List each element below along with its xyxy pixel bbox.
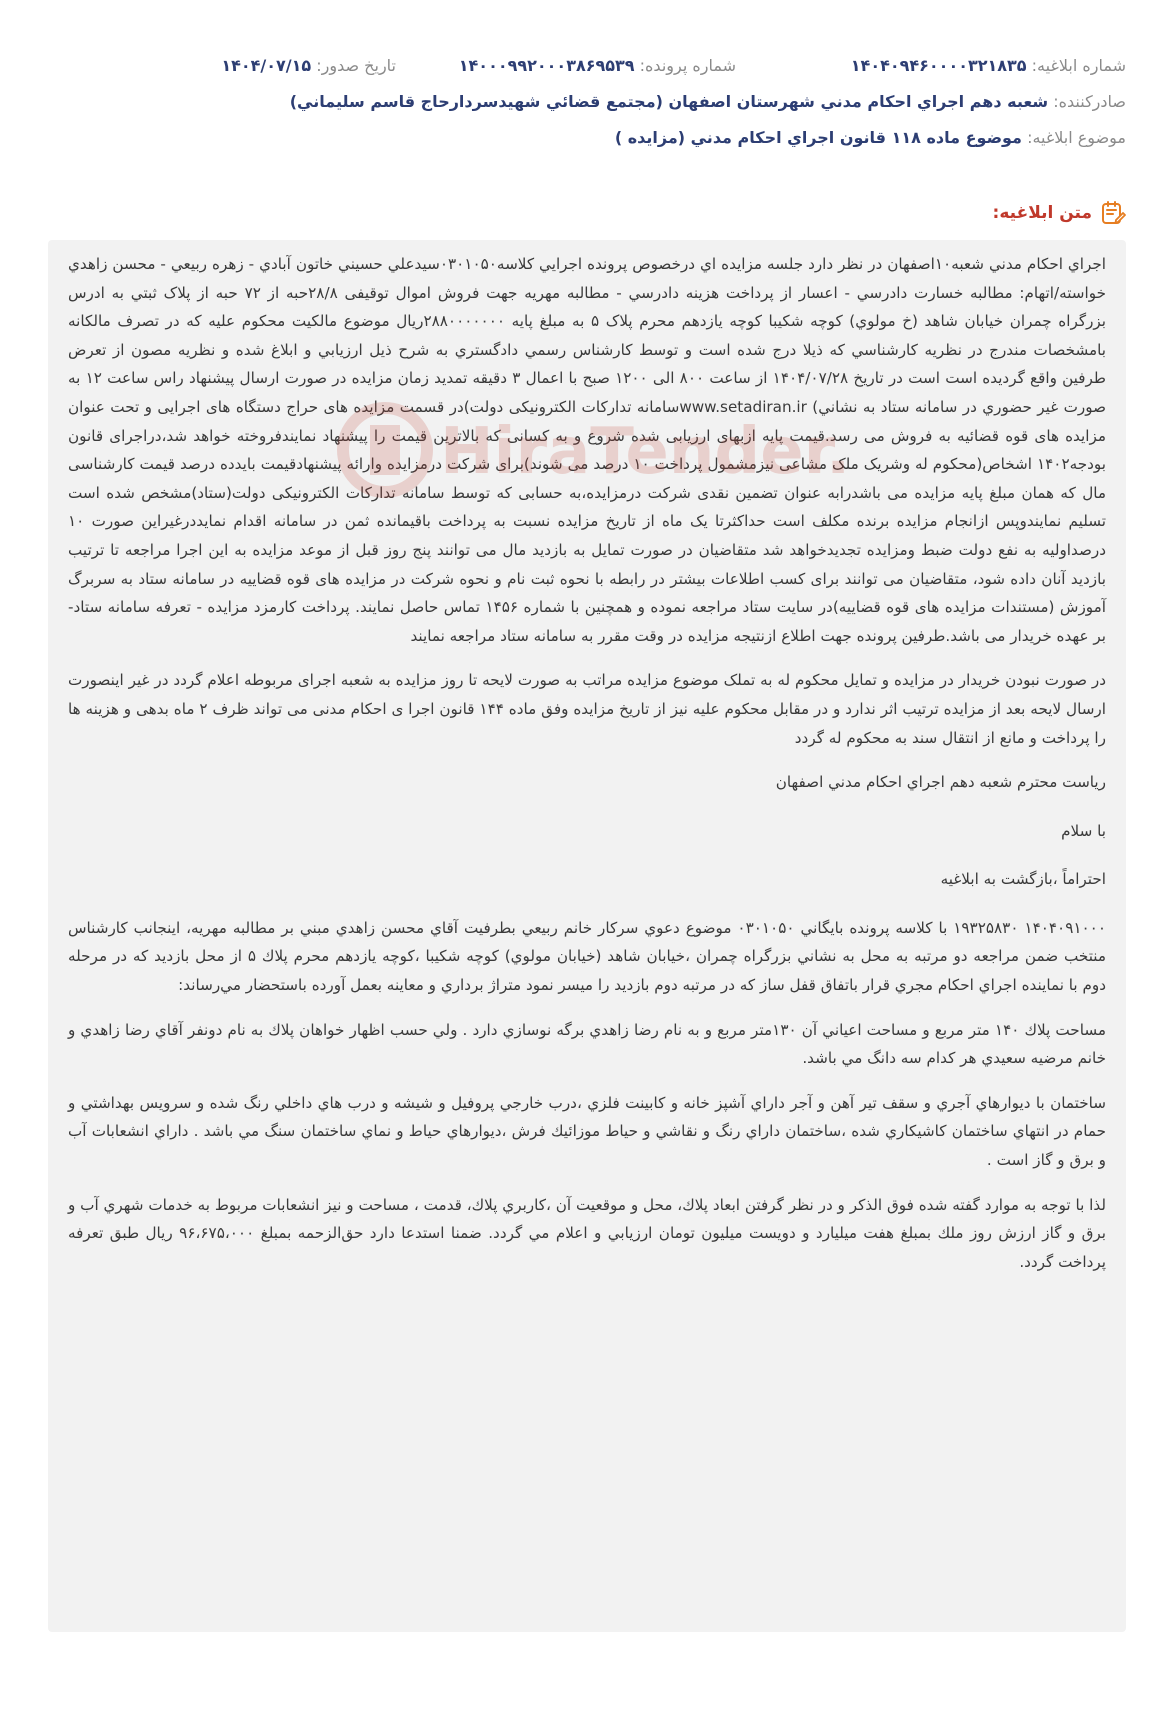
subject-label: موضوع ابلاغیه: [1027, 128, 1126, 147]
buyer-absence-paragraph: در صورت نبودن خریدار در مزایده و تمایل محکوم له به تملک موضوع مزایده مراتب به صورت لایحه تا روز مزایده به شعبه اجرای مربوطه اعلام گردد در غیر اینصورت ارسال لایحه بعد از مزایده ترتیب اثر ندارد و در مقابل محکوم علیه نیز از تاریخ مزایده وفق ماده ۱۴۴ قانون اجرا ی احکام مدنی می تواند ظرف ۲ ماه بدهی و هزینه ها را پرداخت و مانع از انتقال سند به محکوم له گردد [68, 671, 1106, 747]
notice-content [48, 240, 1126, 1632]
greeting-line: با سلام [1061, 821, 1106, 840]
meta-row-numbers [48, 48, 1126, 84]
issue-date-value: ۱۴۰۴/۰۷/۱۵ [221, 56, 312, 75]
issue-date-label: تاریخ صدور: [316, 56, 396, 75]
building-paragraph: ساختمان با ديوارهاي آجري و سقف تير آهن و آجر داراي آشپز خانه و كابينت فلزي ،درب خارجي پروفيل و شيشه و درب هاي داخلي رنگ شده و سرويس بهداشتي و حمام در انتهاي ساختمان كاشيكاري شده ،ساختمان داراي رنگ و نقاشي و حياط موزائيك فرش ،ديوارهاي حياط و نماي ساختمان سنگ مي باشد . داراي انشعابات آب و برق و گاز است . [68, 1093, 1106, 1170]
notice-header [48, 48, 1126, 156]
auction-paragraph: اجراي احكام مدني شعبه۱۰اصفهان در نظر دارد جلسه مزايده اي درخصوص پرونده اجرايي كلاسه۰۳۰۱۰۵۰سیدعلي حسيني خاتون آبادي - زهره ربيعي - محسن زاهدي خواسته/اتهام: مطالبه خسارت دادرسي - اعسار از پرداخت هزينه دادرسي - مطالبه مهريه جهت فروش اموال توقيفی ۲۸/۸حبه از ۷۲ حبه از پلاک ثبتي به ادرس بزرگراه چمران خيابان شاهد (خ مولوي) كوچه شكيبا كوچه يازدهم محرم پلاک ۵ به مبلغ پايه ۲۸۸۰۰۰۰۰۰۰ريال موضوع مالكيت محكوم عليه كه در تصرف مالكانه بامشخصات مندرج در نظريه كارشناسي كه ذيلا درج شده است و توسط كارشناس رسمي دادگستري به شرح ذيل ارزيابي و ابلاغ شده و نظريه مصون از تعرض طرفين واقع گرديده است است در تاريخ ۱۴۰۴/۰۷/۲۸ از ساعت ۸۰۰ الی ۱۲۰۰ صبح با اعمال ۳ دقيقه تمديد زمان مزايده در صورت ارسال پيشنهاد راس ساعت ۱۲ به صورت غير حضوري در سامانه ستاد به نشاني) www.setadiran.irسامانه تداركات الكترونيكی دولت)در قسمت مزايده های حراج دستگاه های اجرايی و تحت عنوان مزايده های قوه قضائيه به فروش می رسد.قيمت پايه ازبهای ارزيابی شده شروع و به كسانی كه بالاترين قيمت را پيشنهاد نمايندفروخته خواهد شد،دراجرای قانون بودجه۱۴۰۲ اشخاص(محكوم له وشريک ملک مشاعی نيزمشمول پرداخت ۱۰ درصد می شوند)برای شركت درمزايده وارائه پيشنهادقيمت بايدده درصد قيمت كارشناسی مال كه همان مبلغ پايه مزايده می باشدرابه عنوان تضمين نقدی شركت درمزايده،به حسابی كه توسط سامانه تداركات الكترونيكی دولت(ستاد)مشخص شده است تسليم نمايندوپس ازانجام مزايده برنده مكلف است حداكثرتا يک ماه از تاريخ مزايده نسبت به پرداخت باقيمانده ثمن در سامانه اقدام نمايددرغيراين صورت ۱۰ درصداوليه به نفع دولت ضبط ومزايده تجديدخواهد شد متقاضيان در صورت تمايل به بازديد مال می توانند پنج روز قبل از موعد مزايده به اين اجرا مراجعه تا ترتيب بازديد آنان داده شود، متقاضيان می توانند برای كسب اطلاعات بيشتر در رابطه با نحوه ثبت نام و نحوه شركت در مزايده های قوه قضاييه در سامانه ستاد به سربرگ آموزش (مستندات مزايده های قوه قضاييه)در سايت ستاد مراجعه نموده و همچنين با شماره ۱۴۵۶ تماس حاصل نمايند. پرداخت كارمزد مزايده - تعرفه سامانه ستاد- بر عهده خريدار می باشد.طرفين پرونده جهت اطلاع ازنتيجه مزايده در وقت مقرر به سامانه ستاد مراجعه نمايند [68, 255, 1107, 645]
notice-number-label: شماره ابلاغیه: [1031, 56, 1126, 75]
reference-line: احتراماً ،بازگشت به ابلاغيه [940, 870, 1106, 889]
case-number [459, 48, 736, 84]
meta-row-issuer [48, 84, 1126, 120]
subject-value: موضوع ماده ۱۱۸ قانون اجراي احکام مدني (مزايده ) [614, 128, 1022, 147]
issue-date [221, 48, 396, 84]
document-edit-icon [1100, 200, 1126, 226]
valuation-paragraph: لذا با توجه به موارد گفته شده فوق الذكر و در نظر گرفتن ابعاد پلاك، محل و موقعيت آن ،كاربري پلاك، قدمت ، مساحت و نيز انشعابات مربوط به خدمات شهري آب و برق و گاز ارزش روز ملك بمبلغ هفت ميليارد و دويست ميليون تومان ارزيابي و اعلام مي گردد. ضمنا استدعا دارد حق‌الزحمه بمبلغ ۹۶،۶۷۵،۰۰۰ ريال طبق تعرفه پرداخت گردد. [68, 1195, 1106, 1271]
issuer-label: صادرکننده: [1053, 92, 1126, 111]
meta-row-subject [48, 120, 1126, 156]
area-paragraph: مساحت پلاك ۱۴۰ متر مربع و مساحت اعياني آن ۱۳۰متر مربع و به نام رضا زاهدي برگه نوسازي دارد . ولي حسب اظهار خواهان پلاك به نام دونفر آقاي رضا زاهدي و خانم مرضيه سعيدي هر كدام سه دانگ مي باشد. [68, 1020, 1107, 1068]
expert-visit-paragraph: ۱۴۰۴۰۹۱۰۰۰ ۱۹۳۲۵۸۳۰ با كلاسه پرونده بايگاني ۰۳۰۱۰۵۰ موضوع دعوي سركار خانم ربيعي بطرفيت آقاي محسن زاهدي مبني بر مطالبه مهريه، اينجانب كارشناس منتخب ضمن مراجعه دو مرتبه به محل به نشاني بزرگراه چمران ،خيابان شاهد (خيابان مولوي) كوچه شكيبا ،كوچه يازدهم محرم پلاك ۵ از محل بازديد كه در مرحله دوم با نماينده اجراي احكام مجري قرار باتفاق قفل ساز كه در مرتبه دوم بازديد را ميسر نمود متراژ برداري و معاينه بعمل آورده باستحضار مي‌رساند: [68, 918, 1107, 995]
case-number-value: ۱۴۰۰۰۹۹۲۰۰۰۳۸۶۹۵۳۹ [458, 56, 635, 75]
notice-text-title-label: متن ابلاغیه: [992, 203, 1092, 223]
case-number-label: شماره پرونده: [639, 56, 736, 75]
addressee-line: رياست محترم شعبه دهم اجراي احكام مدني اصفهان [775, 773, 1106, 792]
notice-number-value: ۱۴۰۴۰۹۴۶۰۰۰۰۳۲۱۸۳۵ [850, 56, 1027, 75]
notice-number [851, 48, 1126, 84]
notice-text-title [993, 199, 1126, 227]
issuer-value: شعبه دهم اجراي احكام مدني شهرستان اصفهان (مجتمع قضائي شهيدسردارحاج قاسم سليماني) [289, 92, 1049, 111]
